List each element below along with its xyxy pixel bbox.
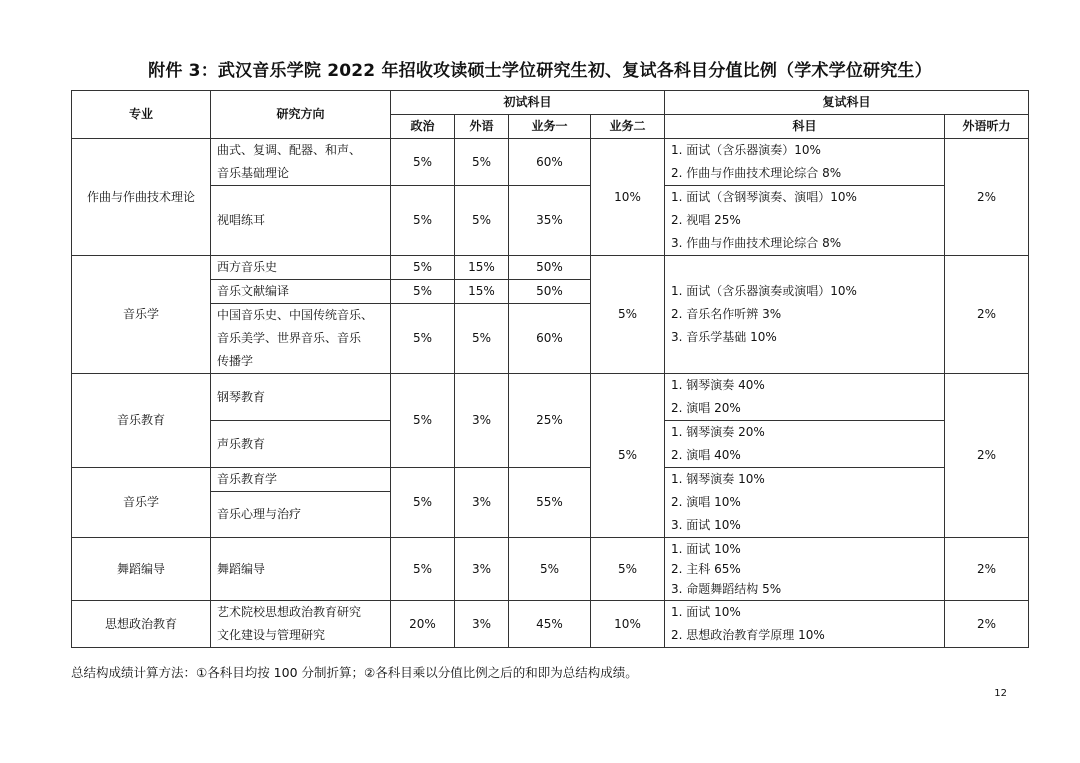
listening-cell: 2% [945,601,1029,648]
header-direction: 研究方向 [211,91,391,139]
foreign-cell: 15% [455,280,509,304]
direction-cell: 舞蹈编导 [211,538,391,601]
header-politics: 政治 [391,115,455,139]
foreign-cell: 3% [455,538,509,601]
business1-cell: 60% [509,304,591,374]
business1-cell: 50% [509,256,591,280]
business1-cell: 35% [509,186,591,256]
listening-cell: 2% [945,256,1029,374]
header-row-1 [72,91,1029,115]
subject-cell: 1. 钢琴演奏 10% 2. 演唱 10% 3. 面试 10% [665,468,945,538]
header-subject: 科目 [665,115,945,139]
score-ratio-table [71,90,1029,648]
business2-cell: 10% [591,601,665,648]
direction-cell: 音乐文献编译 [211,280,391,304]
header-business1: 业务一 [509,115,591,139]
header-business2: 业务二 [591,115,665,139]
business2-cell: 5% [591,538,665,601]
business2-cell: 5% [591,374,665,538]
business1-cell: 45% [509,601,591,648]
direction-cell: 艺术院校思想政治教育研究 文化建设与管理研究 [211,601,391,648]
table-row [72,374,1029,398]
business2-cell: 10% [591,139,665,256]
direction-cell: 音乐心理与治疗 [211,492,391,538]
politics-cell: 5% [391,374,455,468]
subject-cell: 1. 面试（含乐器演奏或演唱）10% 2. 音乐名作听辨 3% 3. 音乐学基础 10% [665,256,945,374]
listening-cell: 2% [945,139,1029,256]
politics-cell: 20% [391,601,455,648]
subject-cell: 1. 面试 10% 2. 主科 65% 3. 命题舞蹈结构 5% [665,538,945,601]
header-retest-subjects: 复试科目 [665,91,1029,115]
header-major: 专业 [72,91,211,139]
foreign-cell: 3% [455,601,509,648]
direction-cell: 中国音乐史、中国传统音乐、 音乐美学、世界音乐、音乐 传播学 [211,304,391,374]
direction-cell: 音乐教育学 [211,468,391,492]
foreign-cell: 3% [455,374,509,468]
calculation-footnote: 总结构成绩计算方法：①各科目均按 100 分制折算；②各科目乘以分值比例之后的和即为总结构成绩。 [71,665,638,680]
table-row [72,186,1029,209]
business1-cell: 55% [509,468,591,538]
politics-cell: 5% [391,139,455,186]
business1-cell: 5% [509,538,591,601]
major-cell: 音乐教育 [72,374,211,468]
header-listening: 外语听力 [945,115,1029,139]
politics-cell: 5% [391,468,455,538]
business1-cell: 60% [509,139,591,186]
table-row [72,601,1029,625]
header-foreign: 外语 [455,115,509,139]
politics-cell: 5% [391,304,455,374]
business2-cell: 5% [591,256,665,374]
subject-cell: 1. 面试 10% 2. 思想政治教育学原理 10% [665,601,945,648]
foreign-cell: 5% [455,139,509,186]
major-cell: 舞蹈编导 [72,538,211,601]
direction-cell: 西方音乐史 [211,256,391,280]
direction-cell: 曲式、复调、配器、和声、 音乐基础理论 [211,139,391,186]
table-row [72,468,1029,492]
foreign-cell: 5% [455,304,509,374]
business1-cell: 50% [509,280,591,304]
subject-cell: 1. 面试（含钢琴演奏、演唱）10% 2. 视唱 25% 3. 作曲与作曲技术理论综合 8% [665,186,945,256]
table-row [72,139,1029,163]
subject-cell: 1. 钢琴演奏 40% 2. 演唱 20% [665,374,945,421]
politics-cell: 5% [391,538,455,601]
listening-cell: 2% [945,374,1029,538]
major-cell: 音乐学 [72,256,211,374]
foreign-cell: 3% [455,468,509,538]
major-cell: 思想政治教育 [72,601,211,648]
direction-cell: 声乐教育 [211,421,391,468]
document-title: 附件 3：武汉音乐学院 2022 年招收攻读硕士学位研究生初、复试各科目分值比例（学术学位研究生） [148,61,932,81]
direction-cell: 视唱练耳 [211,186,391,256]
page-number: 12 [994,688,1007,699]
business1-cell: 25% [509,374,591,468]
subject-cell: 1. 钢琴演奏 20% 2. 演唱 40% [665,421,945,468]
direction-cell: 钢琴教育 [211,374,391,421]
politics-cell: 5% [391,186,455,256]
subject-cell: 1. 面试（含乐器演奏）10% 2. 作曲与作曲技术理论综合 8% [665,139,945,186]
header-initial-subjects: 初试科目 [391,91,665,115]
listening-cell: 2% [945,538,1029,601]
table-row [72,256,1029,280]
foreign-cell: 5% [455,186,509,256]
politics-cell: 5% [391,280,455,304]
major-cell: 作曲与作曲技术理论 [72,139,211,256]
table-row [72,538,1029,561]
foreign-cell: 15% [455,256,509,280]
major-cell: 音乐学 [72,468,211,538]
politics-cell: 5% [391,256,455,280]
